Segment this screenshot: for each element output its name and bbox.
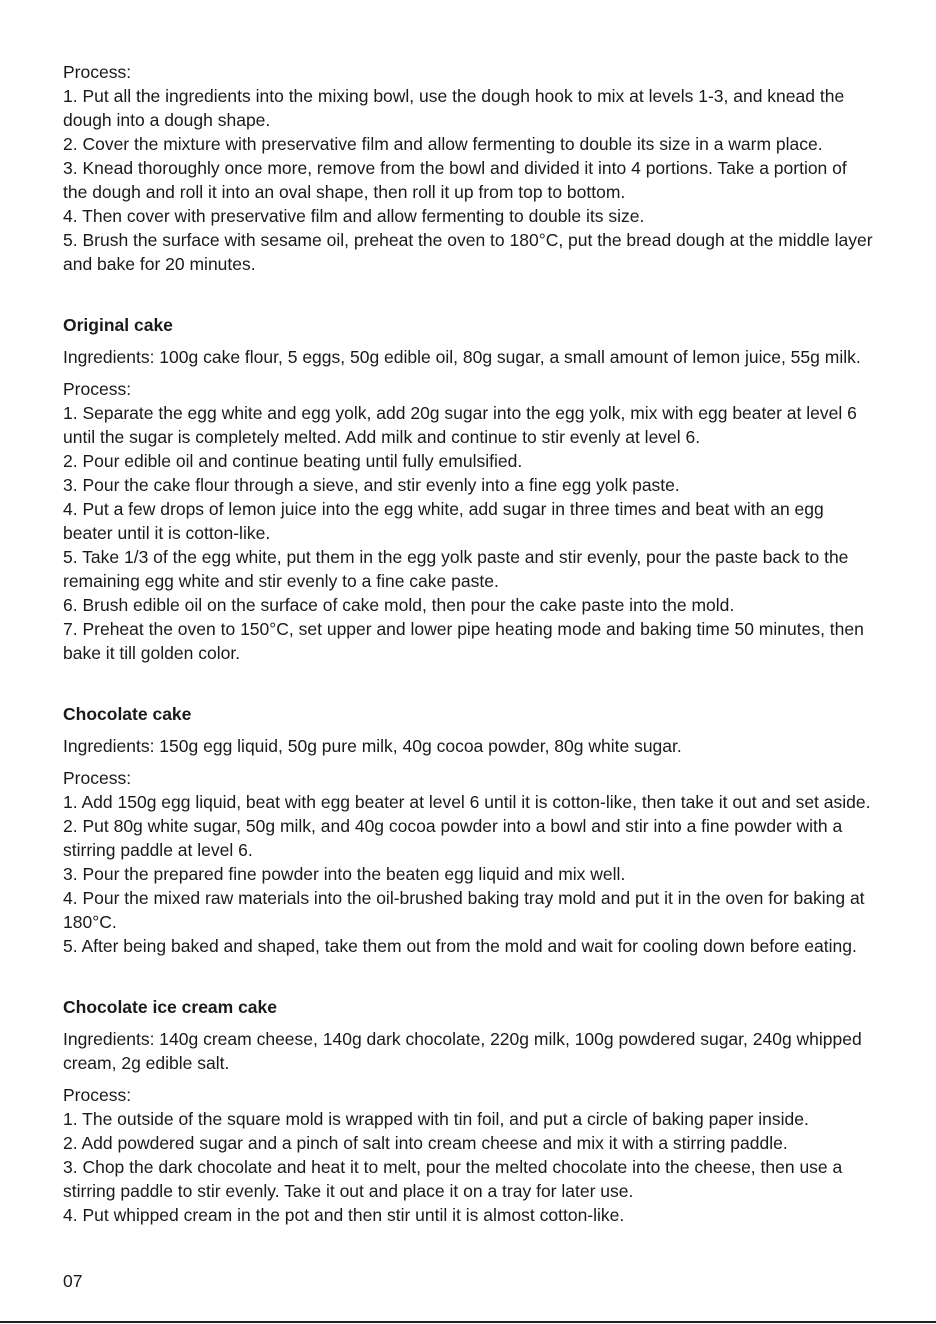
process-step: 6. Brush edible oil on the surface of cake mold, then pour the cake paste into the mold.	[63, 595, 735, 615]
process-step: 1. Add 150g egg liquid, beat with egg beater at level 6 until it is cotton-like, then take it out and set aside.	[63, 792, 871, 812]
process-step: 3. Pour the prepared fine powder into the beaten egg liquid and mix well.	[63, 864, 626, 884]
recipe-chocolate-cake	[63, 702, 875, 958]
process-step: 1. The outside of the square mold is wrapped with tin foil, and put a circle of baking paper inside.	[63, 1109, 809, 1129]
process-step: 4. Put whipped cream in the pot and then stir until it is almost cotton-like.	[63, 1205, 625, 1225]
section-title: Original cake	[63, 315, 173, 335]
process-step: 5. After being baked and shaped, take them out from the mold and wait for cooling down before eating.	[63, 936, 857, 956]
process-step: 2. Add powdered sugar and a pinch of salt into cream cheese and mix it with a stirring paddle.	[63, 1133, 788, 1153]
process-label: Process:	[63, 62, 132, 82]
process-step: 4. Put a few drops of lemon juice into the egg white, add sugar in three times and beat with an egg beater until it is cotton-like.	[63, 499, 824, 543]
process-label: Process:	[63, 379, 132, 399]
process-step: 2. Put 80g white sugar, 50g milk, and 40g cocoa powder into a bowl and stir into a fine powder with a stirring paddle at level 6.	[63, 816, 843, 860]
process-step: 1. Put all the ingredients into the mixing bowl, use the dough hook to mix at levels 1-3, and knead the dough into a dough shape.	[63, 86, 845, 130]
section-title: Chocolate cake	[63, 704, 192, 724]
process-step: 2. Pour edible oil and continue beating until fully emulsified.	[63, 451, 523, 471]
process-step: 5. Brush the surface with sesame oil, preheat the oven to 180°C, put the bread dough at the middle layer and bake for 20 minutes.	[63, 230, 873, 274]
process-step: 3. Knead thoroughly once more, remove from the bowl and divided it into 4 portions. Take a portion of the dough and roll it into an oval shape, then roll it up from top to bottom.	[63, 158, 847, 202]
process-step: 3. Chop the dark chocolate and heat it to melt, pour the melted chocolate into the cheese, then use a stirring paddle to stir evenly. Take it out and place it on a tray for later use.	[63, 1157, 843, 1201]
bottom-divider	[0, 1321, 936, 1323]
ingredients-text: Ingredients: 100g cake flour, 5 eggs, 50g edible oil, 80g sugar, a small amount of lemon juice, 55g milk.	[63, 347, 861, 367]
process-step: 1. Separate the egg white and egg yolk, add 20g sugar into the egg yolk, mix with egg beater at level 6 until the sugar is completely melted. Add milk and continue to stir evenly at level 6.	[63, 403, 857, 447]
section-title: Chocolate ice cream cake	[63, 997, 278, 1017]
process-label: Process:	[63, 1085, 132, 1105]
process-step: 7. Preheat the oven to 150°C, set upper and lower pipe heating mode and baking time 50 minutes, then bake it till golden color.	[63, 619, 864, 663]
ingredients-text: Ingredients: 150g egg liquid, 50g pure milk, 40g cocoa powder, 80g white sugar.	[63, 736, 682, 756]
process-step: 4. Pour the mixed raw materials into the oil-brushed baking tray mold and put it in the oven for baking at 180°C.	[63, 888, 865, 932]
bread-process-block	[63, 60, 875, 276]
process-step: 5. Take 1/3 of the egg white, put them in the egg yolk paste and stir evenly, pour the paste back to the remaining egg white and stir evenly to a fine cake paste.	[63, 547, 849, 591]
process-step: 4. Then cover with preservative film and allow fermenting to double its size.	[63, 206, 645, 226]
process-label: Process:	[63, 768, 132, 788]
page-number: 07	[63, 1271, 83, 1291]
recipe-chocolate-ice-cream-cake	[63, 995, 875, 1227]
ingredients-text: Ingredients: 140g cream cheese, 140g dark chocolate, 220g milk, 100g powdered sugar, 240g whipped cream, 2g edible salt.	[63, 1029, 862, 1073]
process-step: 2. Cover the mixture with preservative film and allow fermenting to double its size in a warm place.	[63, 134, 823, 154]
manual-page-content	[63, 60, 875, 1227]
process-step: 3. Pour the cake flour through a sieve, and stir evenly into a fine egg yolk paste.	[63, 475, 680, 495]
recipe-original-cake	[63, 313, 875, 665]
